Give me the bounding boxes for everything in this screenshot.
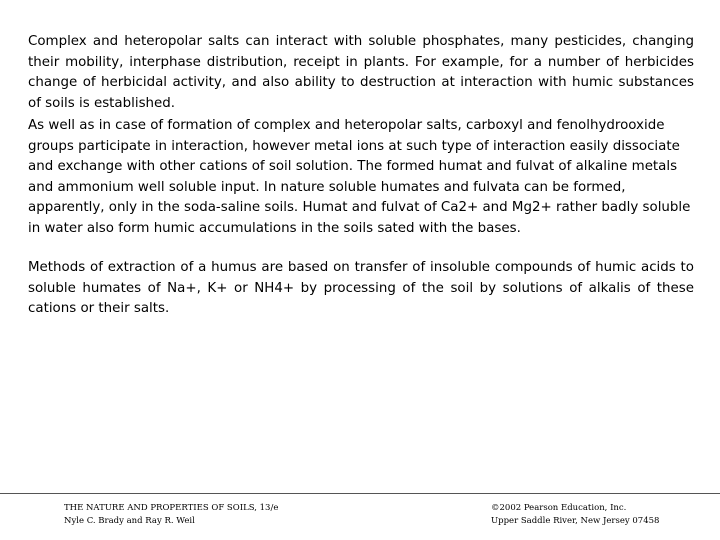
footer-publisher-credit <box>491 502 659 528</box>
footer-book-title: THE NATURE AND PROPERTIES OF SOILS, 13/e <box>64 503 279 513</box>
footer-copyright: ©2002 Pearson Education, Inc. <box>491 503 627 513</box>
footer-divider <box>0 493 720 494</box>
paragraph-humus-extraction: Methods of extraction of a humus are based on transfer of insoluble compounds of humic acids to soluble humates of Na+, K+ or NH4+ by processing of the soil by solutions of alkalis of these cations or their salts. <box>28 260 694 316</box>
footer-authors: Nyle C. Brady and Ray R. Weil <box>64 516 195 526</box>
body-text <box>28 32 694 320</box>
footer-publisher-address: Upper Saddle River, New Jersey 07458 <box>491 516 660 526</box>
footer-book-credit <box>64 502 278 528</box>
paragraph-salt-formation: As well as in case of formation of complex and heteropolar salts, carboxyl and fenolhydrooxide groups participate in interaction, however metal ions at such type of interaction easily dissociate and exchange with other cations of soil solution. The formed humat and fulvat of alkaline metals and ammonium well soluble input. In nature soluble humates and fulvata can be formed, apparently, only in the soda-saline soils. Humat and fulvat of Ca2+ and Mg2+ rather badly soluble in water also form humic accumulations in the soils sated with the bases. <box>28 118 691 236</box>
paragraph-complex-salts: Complex and heteropolar salts can interact with soluble phosphates, many pesticides, changing their mobility, interphase distribution, receipt in plants. For example, for a number of herbicides change of herbicidal activity, and also ability to destruction at interaction with humic substances of soils is established. <box>28 34 694 111</box>
